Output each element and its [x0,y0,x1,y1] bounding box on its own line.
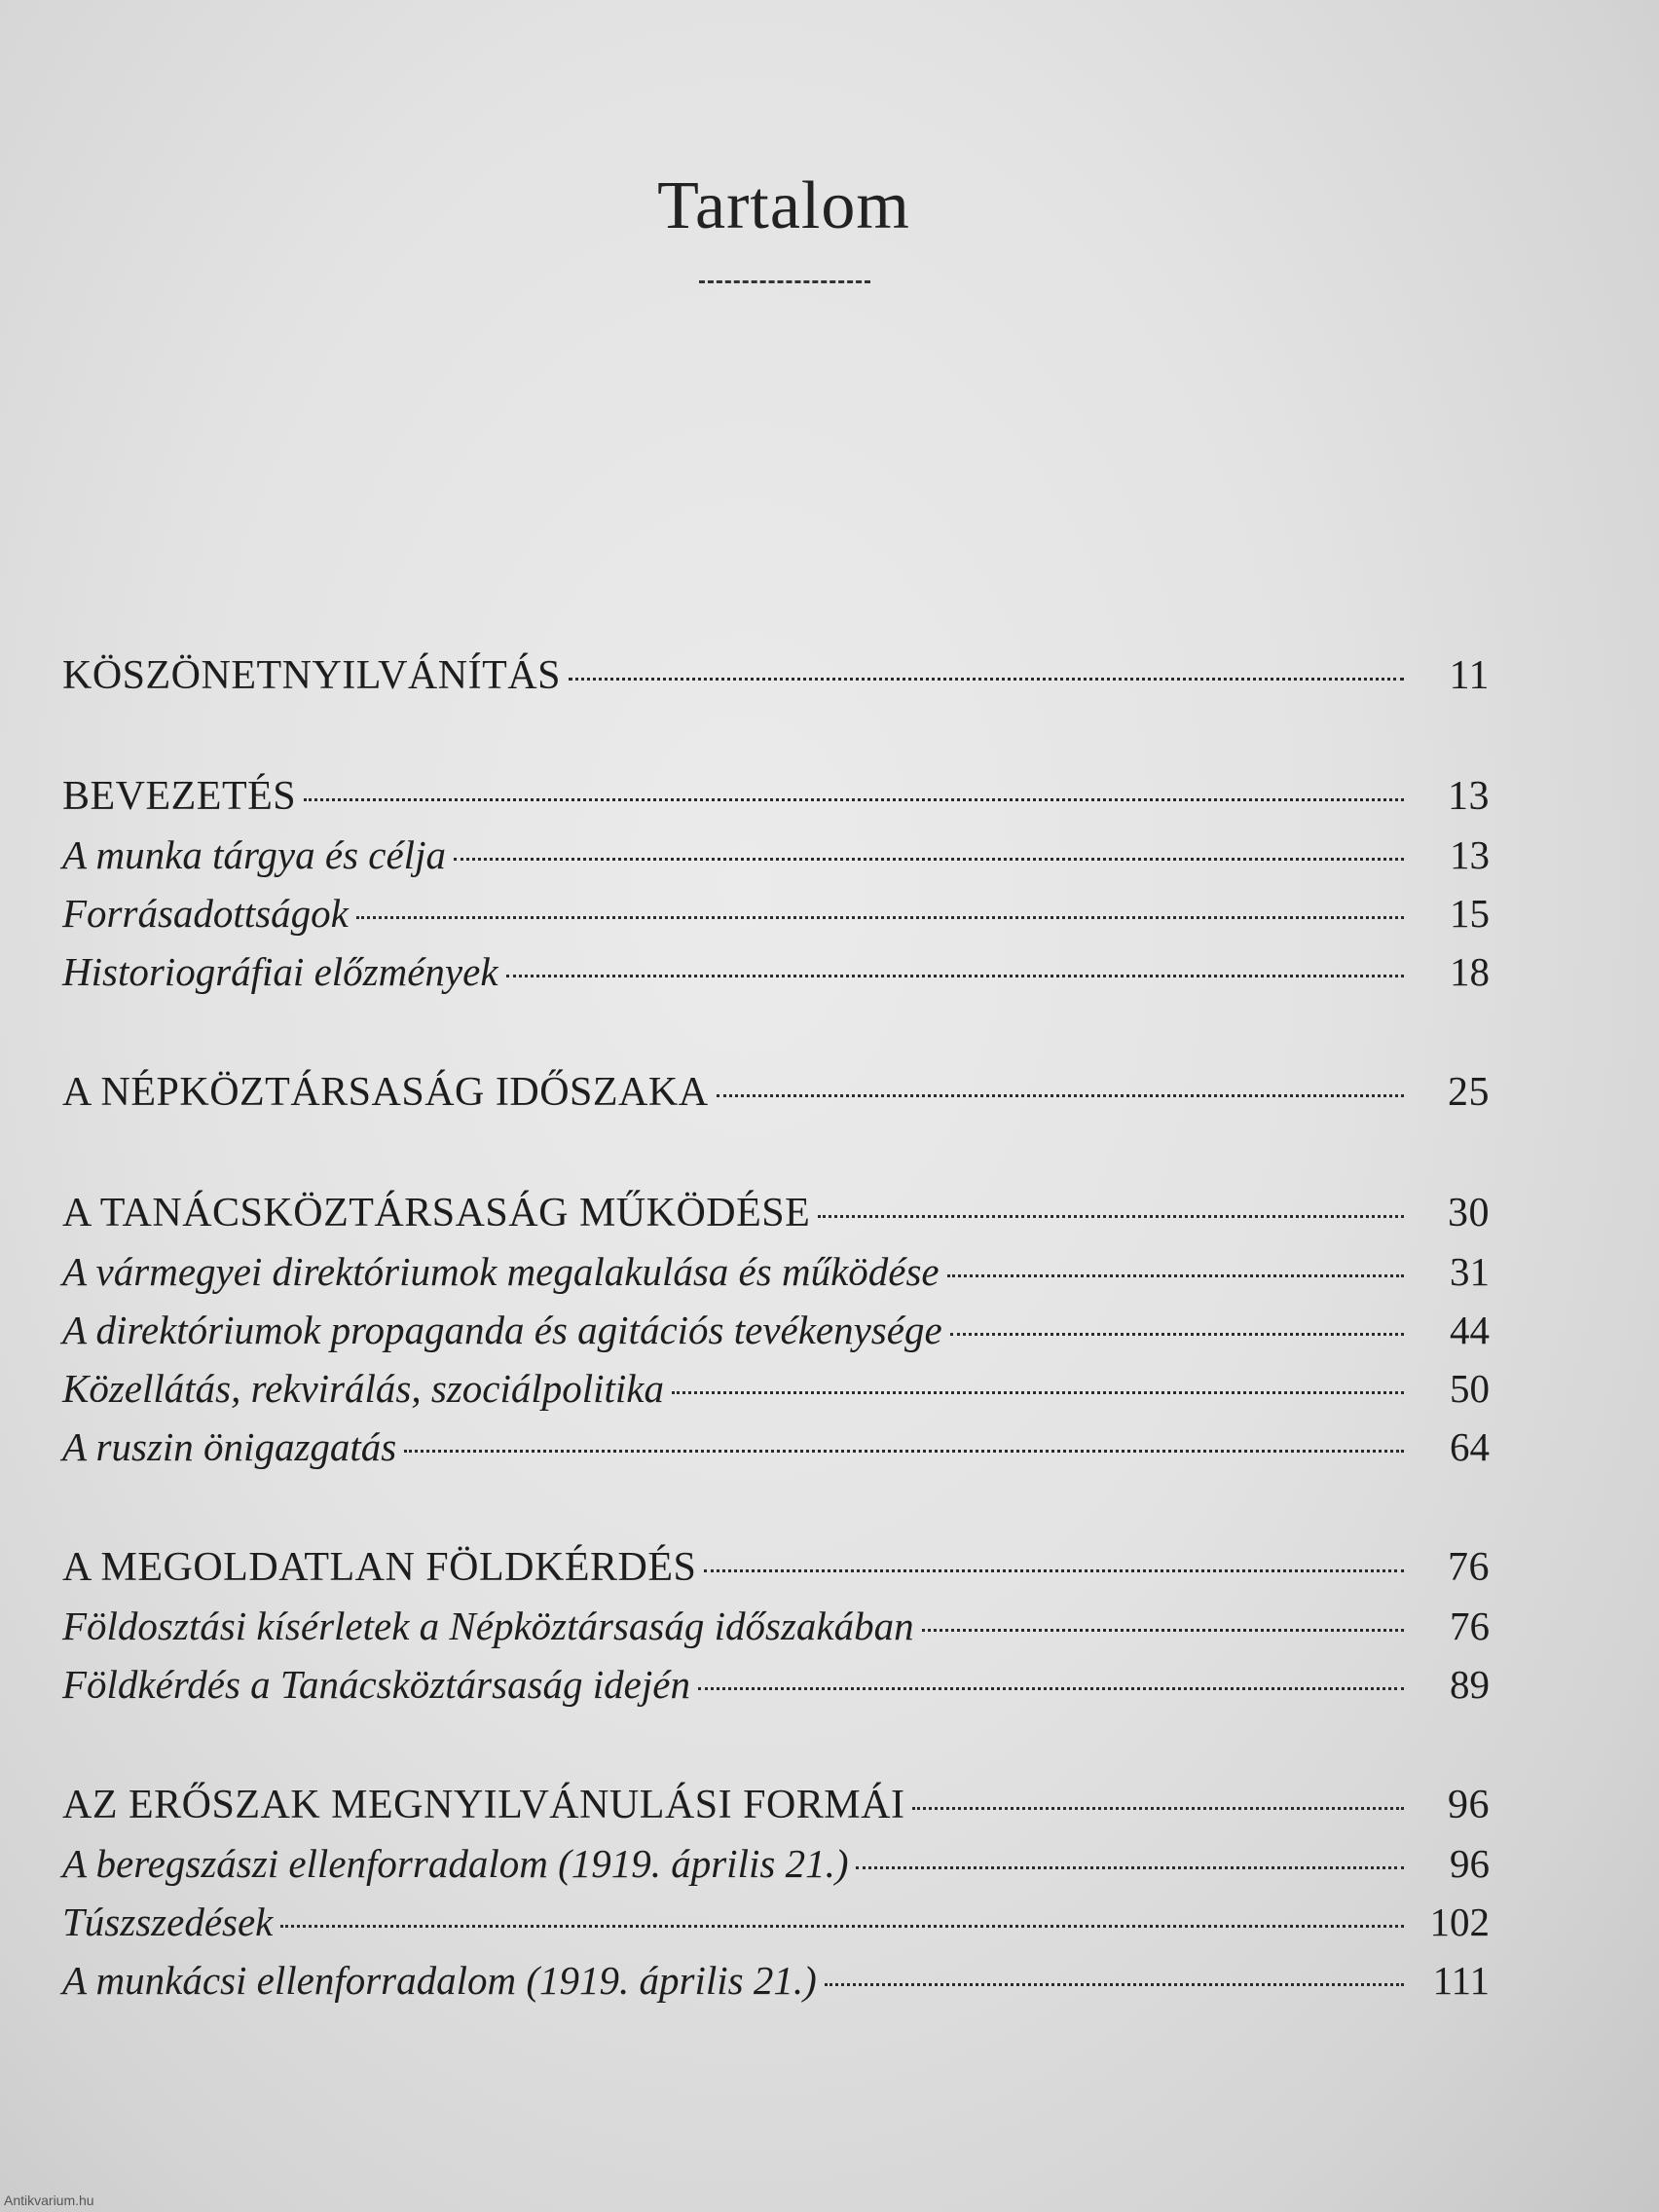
toc-entry-title: Földosztási kísérletek a Népköztársaság időszakában [62,1604,914,1648]
toc-subsection-entry [62,948,1490,1007]
dot-leader [356,916,1404,919]
toc-section [62,773,1490,1007]
toc-subsection-entry [62,1661,1490,1719]
toc-page-number: 96 [1448,1783,1490,1827]
toc-chapter-entry [62,1544,1490,1603]
dot-leader [818,1215,1404,1218]
toc-entry-title: A ruszin önigazgatás [62,1424,397,1469]
toc-page-number: 44 [1450,1308,1490,1352]
toc-section [62,1544,1490,1719]
toc-page-number: 102 [1429,1899,1490,1944]
toc-entry-title: A vármegyei direktóriumok megalakulása és működése [62,1249,940,1294]
toc-page-number: 89 [1450,1662,1490,1707]
toc-subsection-entry [62,890,1490,948]
toc-page-number: 76 [1448,1545,1490,1590]
toc-subsection-entry [62,1307,1490,1365]
toc-entry-title: KÖSZÖNETNYILVÁNÍTÁS [62,653,561,698]
toc-entry-title: AZ ERŐSZAK MEGNYILVÁNULÁSI FORMÁI [62,1783,905,1827]
toc-entry-title: A munka tárgya és célja [62,832,446,877]
dot-leader [950,1333,1404,1336]
toc-page-number: 11 [1449,653,1490,698]
title-divider [699,280,870,283]
dot-leader [454,858,1404,861]
toc-section [62,1069,1490,1127]
toc-subsection-entry [62,1840,1490,1899]
dot-leader [304,798,1404,801]
toc-subsection-entry [62,1603,1490,1661]
toc-entry-title: BEVEZETÉS [62,774,297,819]
page-title: Tartalom [657,168,910,243]
dot-leader [856,1866,1404,1869]
toc-chapter-entry [62,652,1490,711]
dot-leader [698,1687,1404,1690]
toc-chapter-entry [62,1190,1490,1248]
toc-subsection-entry [62,1365,1490,1423]
toc-entry-title: A munkácsi ellenforradalom (1919. április 21.) [62,1958,817,2003]
toc-subsection-entry [62,831,1490,890]
dot-leader [672,1391,1404,1394]
table-of-contents [62,652,1490,2078]
dot-leader [717,1094,1404,1097]
dot-leader [506,975,1404,977]
dot-leader [569,678,1404,681]
dot-leader [947,1274,1404,1277]
toc-entry-title: Forrásadottságok [62,891,349,936]
toc-page-number: 50 [1450,1366,1490,1411]
toc-subsection-entry [62,1899,1490,1957]
dot-leader [922,1629,1404,1632]
toc-entry-title: Földkérdés a Tanácsköztársaság idején [62,1662,690,1707]
toc-chapter-entry [62,773,1490,831]
dot-leader [280,1925,1404,1928]
toc-section [62,1782,1490,2015]
toc-page-number: 76 [1450,1604,1490,1648]
toc-section [62,652,1490,711]
toc-subsection-entry [62,1957,1490,2015]
dot-leader [404,1450,1404,1453]
toc-entry-title: A direktóriumok propaganda és agitációs tevékenysége [62,1308,942,1352]
toc-entry-title: Túszszedések [62,1899,274,1944]
toc-entry-title: Historiográfiai előzmények [62,949,498,994]
toc-page-number: 15 [1450,891,1490,936]
watermark-text: Antikvarium.hu [4,2193,94,2208]
toc-page-number: 13 [1448,774,1490,819]
toc-page-number: 30 [1448,1191,1490,1235]
toc-page-number: 96 [1450,1841,1490,1886]
toc-entry-title: Közellátás, rekvirálás, szociálpolitika [62,1366,665,1411]
toc-chapter-entry [62,1782,1490,1840]
toc-section [62,1190,1490,1482]
toc-entry-title: A MEGOLDATLAN FÖLDKÉRDÉS [62,1545,697,1590]
toc-page-number: 64 [1450,1424,1490,1469]
toc-page-number: 31 [1450,1249,1490,1294]
toc-page-number: 18 [1450,949,1490,994]
toc-page-number: 13 [1450,832,1490,877]
toc-page-number: 111 [1432,1958,1490,2003]
toc-entry-title: A beregszászi ellenforradalom (1919. április 21.) [62,1841,849,1886]
toc-subsection-entry [62,1423,1490,1482]
toc-page-number: 25 [1448,1070,1490,1115]
toc-subsection-entry [62,1248,1490,1307]
dot-leader [912,1807,1404,1810]
toc-entry-title: A NÉPKÖZTÁRSASÁG IDŐSZAKA [62,1070,709,1115]
toc-chapter-entry [62,1069,1490,1127]
dot-leader [825,1983,1404,1986]
dot-leader [704,1569,1404,1572]
toc-entry-title: A TANÁCSKÖZTÁRSASÁG MŰKÖDÉSE [62,1191,811,1235]
